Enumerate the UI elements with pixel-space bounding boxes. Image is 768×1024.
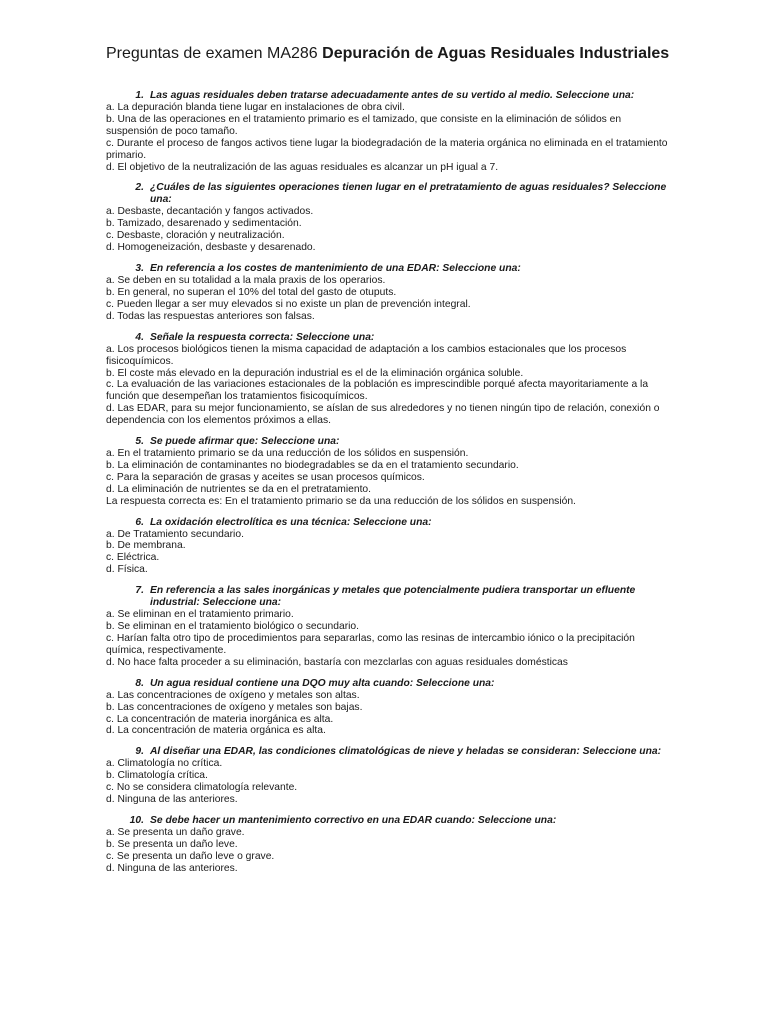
option-d: d. La concentración de materia orgánica es alta. xyxy=(106,725,326,737)
question-text xyxy=(106,585,668,609)
option-c: c. Se presenta un daño leve o grave. xyxy=(106,850,275,862)
question-4 xyxy=(106,332,668,427)
question-3 xyxy=(106,263,668,323)
option-b: b. En general, no superan el 10% del total del gasto de otuputs. xyxy=(106,286,397,298)
question-number: 1. xyxy=(135,90,144,101)
question-10 xyxy=(106,815,668,875)
option-b: b. El coste más elevado en la depuración industrial es el de la eliminación orgánica soluble. xyxy=(106,367,524,379)
question-text xyxy=(106,746,668,758)
question-9 xyxy=(106,746,668,806)
option-c: c. Pueden llegar a ser muy elevados si no existe un plan de prevención integral. xyxy=(106,298,471,310)
question-number: 10. xyxy=(129,814,144,826)
question-prompt: ¿Cuáles de las siguientes operaciones tienen lugar en el pretratamiento de aguas residuales? Seleccione una: xyxy=(150,182,667,206)
question-prompt: En referencia a los costes de mantenimiento de una EDAR: Seleccione una: xyxy=(150,263,521,275)
question-7 xyxy=(106,585,668,669)
option-a: a. Se deben en su totalidad a la mala praxis de los operarios. xyxy=(106,275,386,287)
option-a: a. La depuración blanda tiene lugar en instalaciones de obra civil. xyxy=(106,102,405,113)
question-prompt: La oxidación electrolítica es una técnica: Seleccione una: xyxy=(150,516,432,528)
option-c: c. La evaluación de las variaciones estacionales de la población es imprescindible porqué afecta mayoritariamente a la función que desempeñan los tratamientos fisicoquímicos. xyxy=(106,379,649,403)
question-number: 4. xyxy=(135,331,144,343)
question-text xyxy=(106,815,668,827)
option-a: a. Se eliminan en el tratamiento primario. xyxy=(106,609,294,621)
option-b: b. Se eliminan en el tratamiento biológico o secundario. xyxy=(106,621,359,633)
question-text xyxy=(106,436,668,448)
subject-title: Depuración de Aguas Residuales Industriales xyxy=(322,45,670,62)
option-c: c. Durante el proceso de fangos activos tiene lugar la biodegradación de la materia orgánica no eliminada en el tratamiento primario. xyxy=(106,137,668,161)
option-a: a. De Tratamiento secundario. xyxy=(106,528,244,540)
option-d: d. El objetivo de la neutralización de las aguas residuales es alcanzar un pH igual a 7. xyxy=(106,161,499,173)
question-prompt: Se debe hacer un mantenimiento correctivo en una EDAR cuando: Seleccione una: xyxy=(150,814,557,826)
option-d: d. Física. xyxy=(106,564,148,576)
question-number: 5. xyxy=(135,436,144,448)
question-number: 8. xyxy=(135,677,144,689)
option-c: c. Para la separación de grasas y aceites se usan procesos químicos. xyxy=(106,471,425,483)
option-b: b. Tamizado, desarenado y sedimentación. xyxy=(106,218,302,230)
option-a: a. Los procesos biológicos tienen la misma capacidad de adaptación a los cambios estacionales que los procesos fisicoquímicos. xyxy=(106,343,627,367)
question-text xyxy=(106,263,668,275)
question-prompt: Se puede afirmar que: Seleccione una: xyxy=(150,436,340,448)
question-number: 6. xyxy=(135,516,144,528)
option-a: a. Desbaste, decantación y fangos activados. xyxy=(106,206,314,218)
option-c: c. No se considera climatología relevante. xyxy=(106,782,298,794)
option-d: d. Ninguna de las anteriores. xyxy=(106,862,238,874)
question-6 xyxy=(106,517,668,577)
question-1 xyxy=(106,90,668,173)
option-b: b. Una de las operaciones en el tratamiento primario es el tamizado, que consiste en la eliminación de sólidos en suspensión de poco tamaño. xyxy=(106,113,622,137)
course-label: Preguntas de examen MA286 xyxy=(106,45,323,62)
question-prompt: Señale la respuesta correcta: Seleccione una: xyxy=(150,331,375,343)
option-d: d. Todas las respuestas anteriores son falsas. xyxy=(106,310,315,322)
option-a: a. Climatología no crítica. xyxy=(106,758,223,770)
question-2 xyxy=(106,182,668,254)
question-number: 7. xyxy=(135,585,144,597)
option-b: b. Climatología crítica. xyxy=(106,770,208,782)
question-prompt: Las aguas residuales deben tratarse adecuadamente antes de su vertido al medio. Seleccione una: xyxy=(150,90,635,101)
option-b: b. De membrana. xyxy=(106,540,186,552)
option-c: c. Harían falta otro tipo de procedimientos para separarlas, como las resinas de intercambio iónico o la precipitación química, respectivamente. xyxy=(106,633,635,656)
question-text xyxy=(106,182,668,206)
option-d: d. Homogeneización, desbaste y desarenado. xyxy=(106,242,316,254)
option-b: b. La eliminación de contaminantes no biodegradables se da en el tratamiento secundario. xyxy=(106,459,519,471)
option-b: b. Se presenta un daño leve. xyxy=(106,838,238,850)
question-8 xyxy=(106,678,668,738)
question-number: 2. xyxy=(135,182,144,194)
option-b: b. Las concentraciones de oxígeno y metales son bajas. xyxy=(106,701,363,713)
option-c: c. La concentración de materia inorgánica es alta. xyxy=(106,713,334,725)
option-d: d. Las EDAR, para su mejor funcionamiento, se aíslan de sus alrededores y no tienen ningún tipo de relación, conexión o dependencia con los elementos próximos a ellas. xyxy=(106,403,660,427)
option-d: d. Ninguna de las anteriores. xyxy=(106,794,238,806)
correct-answer-note: La respuesta correcta es: En el tratamiento primario se da una reducción de los sólidos en suspensión. xyxy=(106,495,576,507)
option-d: d. No hace falta proceder a su eliminación, bastaría con mezclarlas con aguas residuales domésticas xyxy=(106,656,568,668)
question-text xyxy=(106,90,668,102)
question-text xyxy=(106,517,668,529)
question-prompt: En referencia a las sales inorgánicas y metales que potencialmente pudiera transportar un efluente industrial: Seleccione una: xyxy=(150,585,636,609)
option-a: a. En el tratamiento primario se da una reducción de los sólidos en suspensión. xyxy=(106,448,469,460)
option-c: c. Desbaste, cloración y neutralización. xyxy=(106,230,285,242)
option-c: c. Eléctrica. xyxy=(106,552,160,564)
option-d: d. La eliminación de nutrientes se da en el pretratamiento. xyxy=(106,483,372,495)
question-number: 9. xyxy=(135,746,144,758)
question-prompt: Un agua residual contiene una DQO muy alta cuando: Seleccione una: xyxy=(150,677,495,689)
question-number: 3. xyxy=(135,263,144,275)
question-text xyxy=(106,332,668,344)
option-a: a. Las concentraciones de oxígeno y metales son altas. xyxy=(106,689,360,701)
question-5 xyxy=(106,436,668,508)
question-text xyxy=(106,678,668,690)
option-a: a. Se presenta un daño grave. xyxy=(106,826,245,838)
page-title xyxy=(106,44,668,64)
question-prompt: Al diseñar una EDAR, las condiciones climatológicas de nieve y heladas se consideran: Seleccione una: xyxy=(150,746,662,758)
